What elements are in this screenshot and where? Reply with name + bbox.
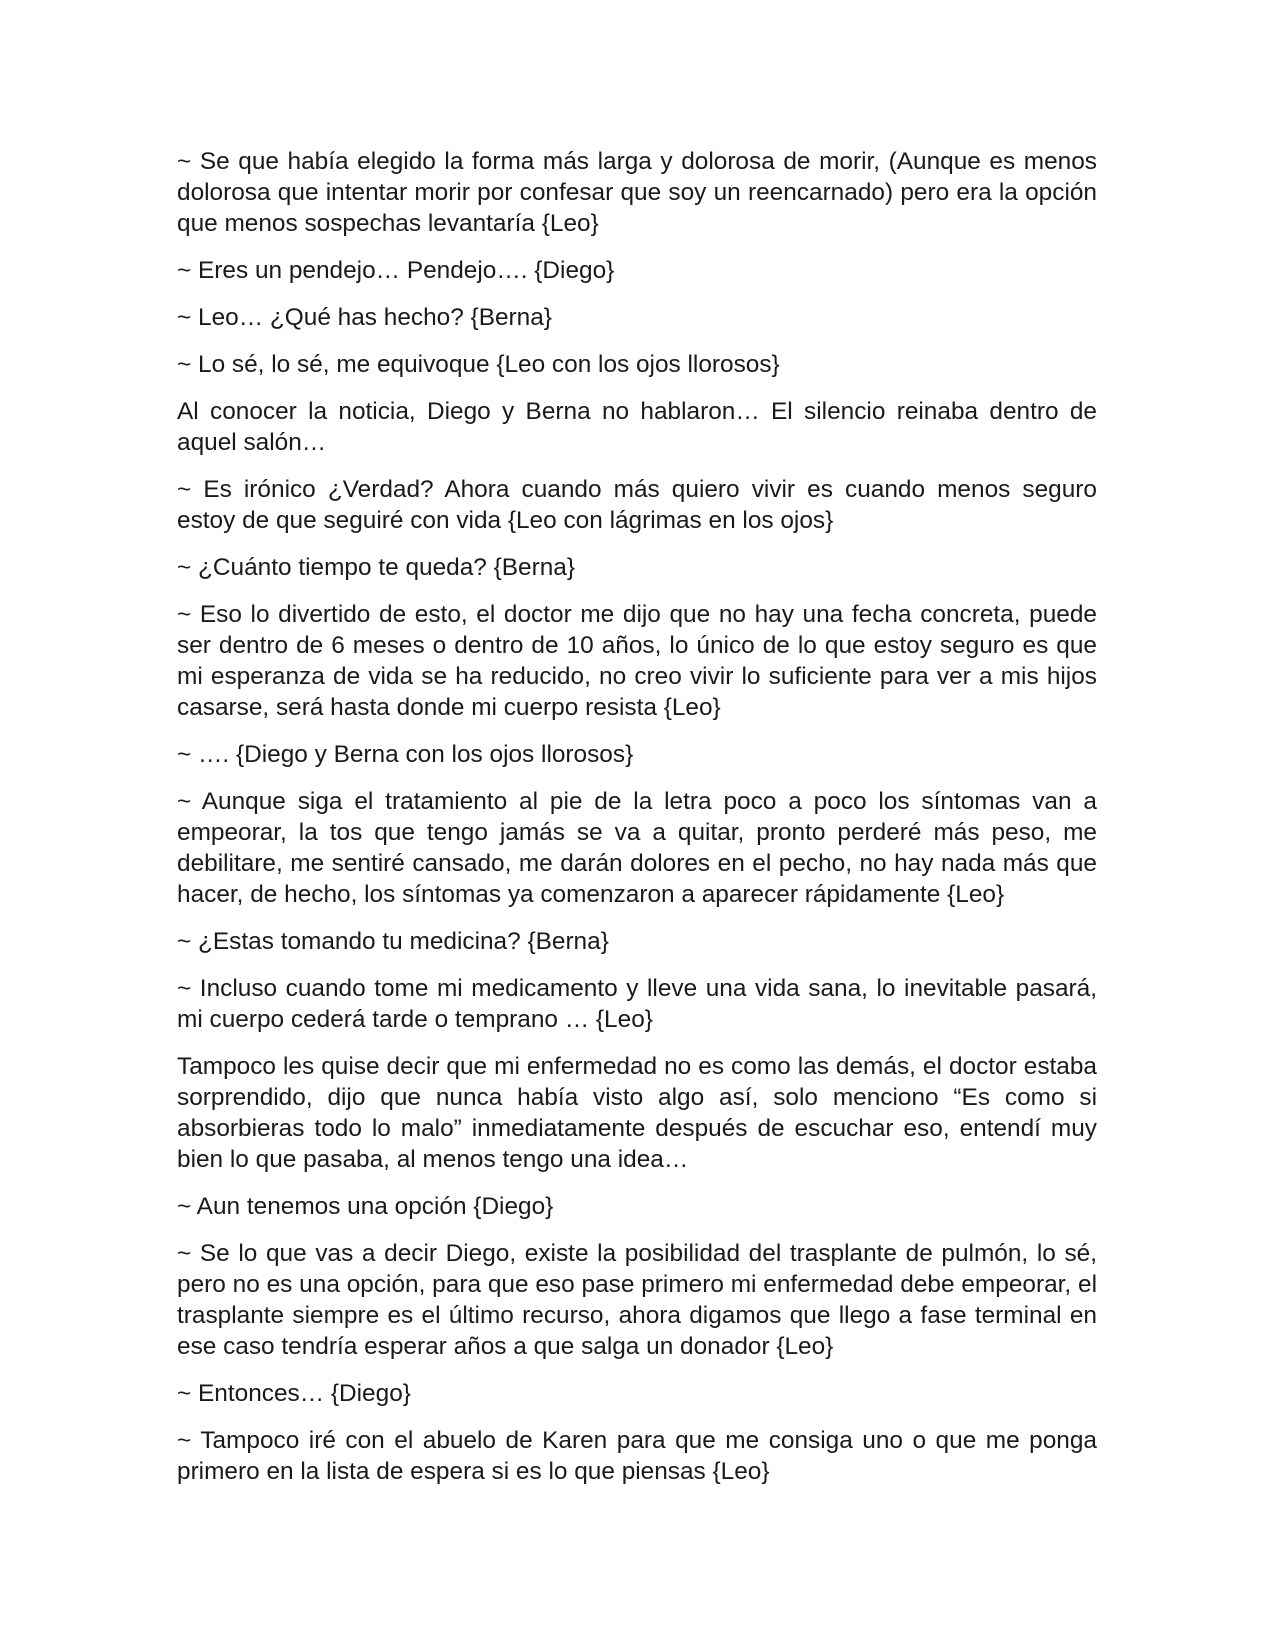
paragraph: Tampoco les quise decir que mi enfermedad no es como las demás, el doctor estaba sorprendido, dijo que nunca había visto algo así, solo menciono “Es como si absorbieras todo lo malo” inmediatamente después de escuchar eso, entendí muy bien lo que pasaba, al menos tengo una idea…: [177, 1053, 1097, 1173]
paragraph: ~ Incluso cuando tome mi medicamento y lleve una vida sana, lo inevitable pasará, mi cuerpo cederá tarde o temprano … {Leo}: [177, 975, 1097, 1033]
paragraph: ~ ¿Cuánto tiempo te queda? {Berna}: [177, 554, 575, 581]
paragraph: ~ Eres un pendejo… Pendejo…. {Diego}: [177, 257, 615, 284]
paragraph: Al conocer la noticia, Diego y Berna no hablaron… El silencio reinaba dentro de aquel salón…: [177, 398, 1097, 456]
paragraph: ~ Se lo que vas a decir Diego, existe la posibilidad del trasplante de pulmón, lo sé, pero no es una opción, para que eso pase primero mi enfermedad debe empeorar, el trasplante siempre es el último recurso, ahora digamos que llego a fase terminal en ese caso tendría esperar años a que salga un donador {Leo}: [177, 1240, 1097, 1360]
paragraph: ~ Aun tenemos una opción {Diego}: [177, 1193, 554, 1220]
paragraph: ~ Se que había elegido la forma más larga y dolorosa de morir, (Aunque es menos dolorosa que intentar morir por confesar que soy un reencarnado) pero era la opción que menos sospechas levantaría {Leo}: [177, 148, 1097, 237]
paragraph: ~ Eso lo divertido de esto, el doctor me dijo que no hay una fecha concreta, puede ser dentro de 6 meses o dentro de 10 años, lo único de lo que estoy seguro es que mi esperanza de vida se ha reducido, no creo vivir lo suficiente para ver a mis hijos casarse, será hasta donde mi cuerpo resista {Leo}: [177, 601, 1097, 721]
paragraph: ~ Es irónico ¿Verdad? Ahora cuando más quiero vivir es cuando menos seguro estoy de que seguiré con vida {Leo con lágrimas en los ojos}: [177, 476, 1097, 534]
paragraph: ~ Lo sé, lo sé, me equivoque {Leo con los ojos llorosos}: [177, 351, 780, 378]
paragraph: ~ ¿Estas tomando tu medicina? {Berna}: [177, 928, 609, 955]
paragraph: ~ Leo… ¿Qué has hecho? {Berna}: [177, 304, 552, 331]
document-page: [177, 146, 1097, 1503]
paragraph: ~ Tampoco iré con el abuelo de Karen para que me consiga uno o que me ponga primero en la lista de espera si es lo que piensas {Leo}: [177, 1427, 1097, 1485]
paragraph: ~ Entonces… {Diego}: [177, 1380, 411, 1407]
paragraph: ~ …. {Diego y Berna con los ojos llorosos}: [177, 741, 634, 768]
paragraph: ~ Aunque siga el tratamiento al pie de la letra poco a poco los síntomas van a empeorar, la tos que tengo jamás se va a quitar, pronto perderé más peso, me debilitare, me sentiré cansado, me darán dolores en el pecho, no hay nada más que hacer, de hecho, los síntomas ya comenzaron a aparecer rápidamente {Leo}: [177, 788, 1097, 908]
